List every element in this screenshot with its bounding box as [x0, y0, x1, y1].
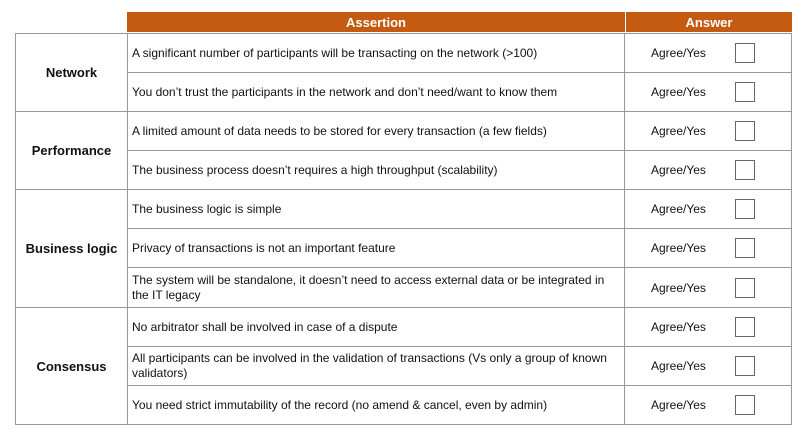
answer-cell: [625, 112, 791, 150]
answer-cell: [625, 190, 791, 228]
assertion-text: The business logic is simple: [128, 190, 625, 228]
group-label-performance: Performance: [15, 111, 127, 189]
answer-checkbox[interactable]: [735, 43, 755, 63]
answer-label: Agree/Yes: [651, 359, 706, 373]
answer-label: Agree/Yes: [651, 398, 706, 412]
answer-label: Agree/Yes: [651, 124, 706, 138]
table-row: [127, 346, 792, 385]
table-row: [127, 33, 792, 72]
assertion-text: All participants can be involved in the validation of transactions (Vs only a group of known validators): [128, 347, 625, 385]
answer-checkbox[interactable]: [735, 82, 755, 102]
assertion-text: The business process doesn’t requires a high throughput (scalability): [128, 151, 625, 189]
answer-label: Agree/Yes: [651, 163, 706, 177]
answer-checkbox[interactable]: [735, 278, 755, 298]
answer-cell: [625, 34, 791, 72]
table-row: [127, 267, 792, 307]
table-row: [127, 228, 792, 267]
assertion-text: A limited amount of data needs to be stored for every transaction (a few fields): [128, 112, 625, 150]
answer-header: Answer: [625, 12, 792, 32]
answer-label: Agree/Yes: [651, 241, 706, 255]
table-bottom-border: [15, 424, 792, 425]
table-row: [127, 385, 792, 424]
assertion-text: You need strict immutability of the record (no amend & cancel, even by admin): [128, 386, 625, 424]
answer-checkbox[interactable]: [735, 317, 755, 337]
group-label-network: Network: [15, 33, 127, 111]
assertion-text: No arbitrator shall be involved in case of a dispute: [128, 308, 625, 346]
answer-checkbox[interactable]: [735, 160, 755, 180]
table-row: [127, 150, 792, 189]
answer-cell: [625, 229, 791, 267]
answer-cell: [625, 151, 791, 189]
answer-label: Agree/Yes: [651, 202, 706, 216]
answer-checkbox[interactable]: [735, 121, 755, 141]
table-row: [127, 72, 792, 111]
assertion-header: Assertion: [127, 12, 625, 32]
answer-label: Agree/Yes: [651, 85, 706, 99]
assertion-text: The system will be standalone, it doesn’t need to access external data or be integrated in the IT legacy: [128, 268, 625, 307]
table-row: [127, 307, 792, 346]
answer-cell: [625, 347, 791, 385]
answer-checkbox[interactable]: [735, 238, 755, 258]
answer-checkbox[interactable]: [735, 395, 755, 415]
answer-cell: [625, 268, 791, 307]
answer-checkbox[interactable]: [735, 356, 755, 376]
answer-cell: [625, 73, 791, 111]
answer-label: Agree/Yes: [651, 320, 706, 334]
table-row: [127, 189, 792, 228]
assertion-text: A significant number of participants will be transacting on the network (>100): [128, 34, 625, 72]
answer-checkbox[interactable]: [735, 199, 755, 219]
assertion-text: You don’t trust the participants in the network and don’t need/want to know them: [128, 73, 625, 111]
answer-label: Agree/Yes: [651, 46, 706, 60]
group-label-consensus: Consensus: [15, 307, 127, 424]
assertion-text: Privacy of transactions is not an important feature: [128, 229, 625, 267]
answer-label: Agree/Yes: [651, 280, 706, 295]
answer-cell: [625, 386, 791, 424]
table-row: [127, 111, 792, 150]
answer-cell: [625, 308, 791, 346]
group-label-business-logic: Business logic: [15, 189, 127, 307]
